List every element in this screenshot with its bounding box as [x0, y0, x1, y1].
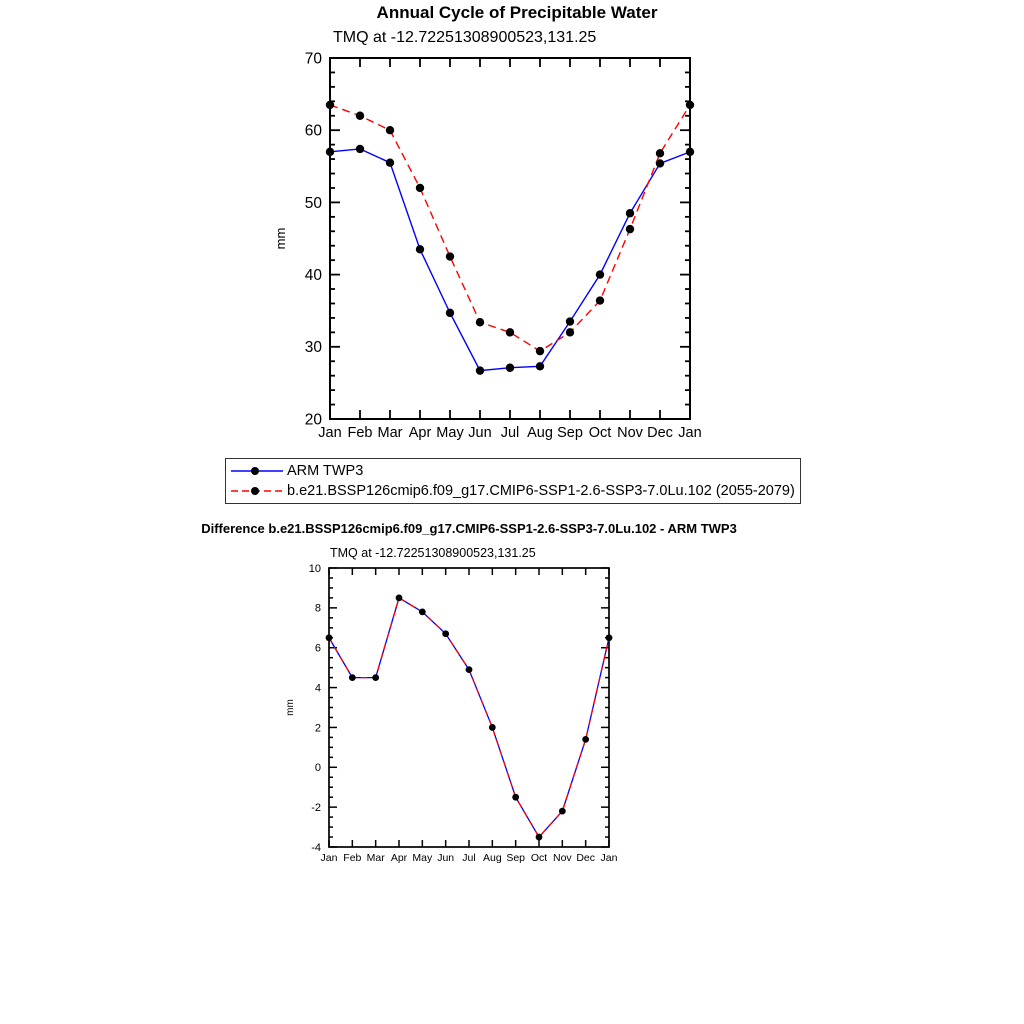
series-point [326, 634, 333, 641]
y-tick-label: -2 [311, 801, 321, 814]
y-axis-title: mm [285, 699, 296, 716]
y-tick-label: -4 [311, 841, 321, 854]
legend-solid-line-sample [229, 461, 285, 481]
series-point [506, 364, 514, 372]
x-tick-label: Oct [588, 425, 612, 441]
series-point [506, 328, 514, 336]
legend-item-arm-twp3 [229, 461, 800, 481]
series-point [606, 634, 613, 641]
x-tick-label: Feb [343, 852, 362, 864]
series-line [330, 149, 690, 371]
y-tick-label: 2 [314, 722, 321, 735]
x-tick-label: Dec [576, 852, 596, 864]
series-point [656, 159, 664, 167]
series-point [626, 225, 634, 233]
y-axis-title: mm [273, 227, 288, 250]
series-point [356, 112, 364, 120]
y-tick-label: 40 [304, 267, 322, 285]
y-tick-label: 6 [314, 642, 321, 655]
legend-label-arm-twp3: ARM TWP3 [287, 463, 364, 479]
bottom-chart-title: Difference b.e21.BSSP126cmip6.f09_g17.CMIP6-SSP1-2.6-SSP3-7.0Lu.102 - ARM TWP3 [201, 521, 737, 536]
x-tick-label: Nov [552, 852, 572, 864]
legend-dashed-line-sample [229, 481, 285, 501]
series-point [559, 808, 566, 815]
legend-marker-dot [251, 487, 259, 495]
y-tick-label: 30 [304, 339, 322, 357]
x-tick-label: Nov [617, 425, 643, 441]
series-line [330, 105, 690, 351]
x-tick-label: Oct [530, 852, 548, 864]
series-point [326, 148, 334, 156]
y-tick-label: 60 [304, 122, 322, 140]
y-tick-label: 70 [304, 50, 322, 68]
series-point [356, 145, 364, 153]
series-point [489, 724, 496, 731]
x-tick-label: Aug [527, 425, 553, 441]
x-tick-label: Jun [468, 425, 492, 441]
series-point [419, 608, 426, 615]
x-tick-label: Jan [600, 852, 618, 864]
x-tick-label: Jan [678, 425, 702, 441]
series-point [536, 362, 544, 370]
x-tick-label: Feb [347, 425, 373, 441]
series-point [466, 666, 473, 673]
series-point [349, 674, 356, 681]
x-tick-label: Jan [320, 852, 338, 864]
legend-item-model [229, 481, 800, 501]
x-tick-label: Sep [557, 425, 583, 441]
series-point [512, 794, 519, 801]
x-tick-label: Aug [482, 852, 502, 864]
x-tick-label: Apr [390, 852, 408, 864]
x-tick-label: Jan [318, 425, 342, 441]
series-point [536, 347, 544, 355]
x-tick-label: Jul [462, 852, 476, 864]
series-point [476, 366, 484, 374]
x-tick-label: May [436, 425, 464, 441]
y-tick-label: 10 [308, 562, 321, 575]
top-chart-subtitle: TMQ at -12.72251308900523,131.25 [333, 29, 597, 46]
top-chart-title: Annual Cycle of Precipitable Water [376, 3, 658, 22]
series-point [386, 158, 394, 166]
legend-box [225, 458, 801, 504]
series-point [372, 674, 379, 681]
x-tick-label: Dec [647, 425, 673, 441]
top-chart-plot [273, 50, 702, 441]
x-tick-label: Mar [366, 852, 385, 864]
series-point [536, 834, 543, 841]
series-line [329, 598, 609, 837]
series-point [416, 184, 424, 192]
y-tick-label: 4 [314, 682, 321, 695]
x-tick-label: Mar [377, 425, 403, 441]
axis-frame [329, 568, 609, 847]
series-point [442, 630, 449, 637]
series-point [596, 270, 604, 278]
series-point [596, 296, 604, 304]
series-point [446, 252, 454, 260]
y-tick-label: 50 [304, 194, 322, 212]
series-line-overlay [329, 598, 609, 837]
x-tick-label: May [412, 852, 433, 864]
series-point [416, 245, 424, 253]
x-tick-label: Jul [500, 425, 520, 441]
series-point [396, 594, 403, 601]
series-point [686, 148, 694, 156]
series-point [476, 318, 484, 326]
legend-marker-dot [251, 467, 259, 475]
series-point [326, 101, 334, 109]
x-tick-label: Sep [506, 852, 526, 864]
bottom-chart-plot [285, 563, 618, 864]
series-point [446, 309, 454, 317]
series-point [626, 209, 634, 217]
y-tick-label: 8 [314, 602, 321, 615]
series-point [686, 101, 694, 109]
x-tick-label: Apr [408, 425, 432, 441]
series-point [582, 736, 589, 743]
series-point [656, 149, 664, 157]
series-point [386, 126, 394, 134]
legend-label-model: b.e21.BSSP126cmip6.f09_g17.CMIP6-SSP1-2.6-SSP3-7.0Lu.102 (2055-2079) [287, 483, 795, 499]
series-point [566, 328, 574, 336]
series-point [566, 317, 574, 325]
y-tick-label: 20 [304, 411, 322, 429]
y-tick-label: 0 [314, 762, 321, 775]
x-tick-label: Jun [437, 852, 455, 864]
bottom-chart-subtitle: TMQ at -12.72251308900523,131.25 [330, 546, 536, 560]
